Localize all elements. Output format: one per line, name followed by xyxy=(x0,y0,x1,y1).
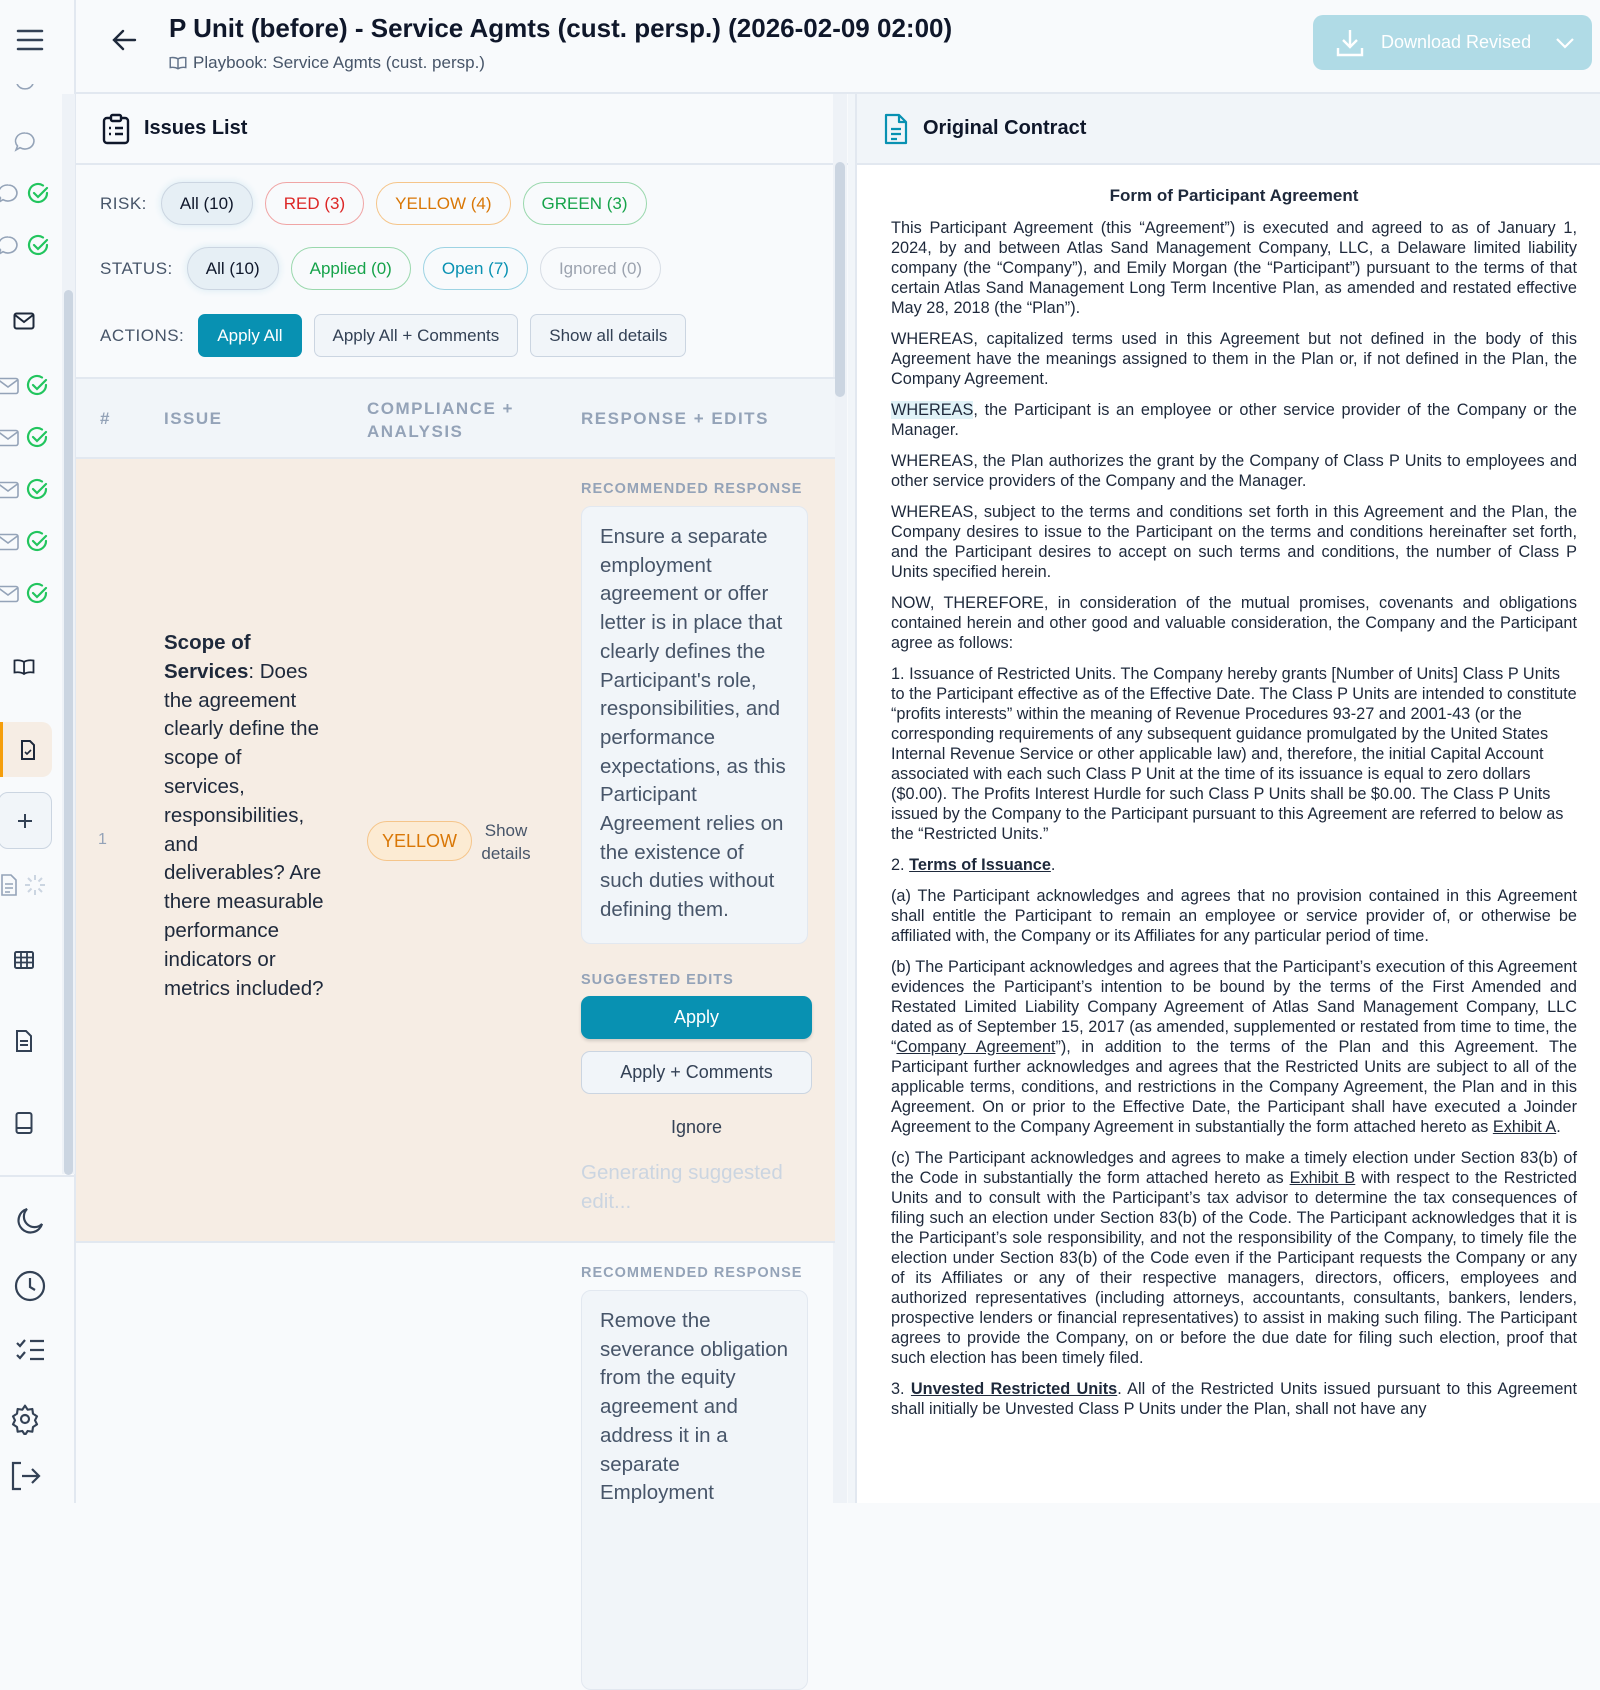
contract-document xyxy=(891,186,1577,1430)
tablet-item[interactable] xyxy=(15,1112,33,1134)
mail-icon xyxy=(13,312,35,330)
chat-icon xyxy=(14,84,36,98)
section-number: 2. xyxy=(891,856,910,874)
book-open-icon xyxy=(13,658,35,676)
column-issue: ISSUE xyxy=(164,409,223,428)
risk-chip-all[interactable]: All (10) xyxy=(161,182,253,225)
column-response: RESPONSE + EDITS xyxy=(581,409,769,428)
risk-chip-green[interactable]: GREEN (3) xyxy=(523,182,647,225)
paragraph-text: , the Participant is an employee or other service provider of the Company or the Manager. xyxy=(891,401,1577,439)
chat-item[interactable] xyxy=(13,131,37,153)
exhibit-a-link: Exhibit A xyxy=(1492,1118,1557,1136)
risk-chip-red[interactable]: RED (3) xyxy=(265,182,364,225)
contract-paragraph xyxy=(891,1148,1577,1368)
mail-icon xyxy=(0,377,19,395)
settings-button[interactable] xyxy=(9,1403,41,1435)
actions-label: ACTIONS: xyxy=(100,325,185,345)
section-number: 3. xyxy=(891,1380,911,1398)
sidebar-divider xyxy=(0,1175,74,1177)
section-title: Unvested Restricted Units xyxy=(910,1380,1118,1398)
status-filter xyxy=(100,247,661,290)
generating-edit-status: Generating suggested edit... xyxy=(581,1161,783,1213)
clock-icon xyxy=(14,1270,46,1302)
issue-question: : Does the agreement clearly define the scope of services, responsibilities, and deliverables? Are there measurable performance indicators or metrics included? xyxy=(164,659,324,1000)
row-number: 1 xyxy=(98,831,107,848)
paragraph-text: with respect to the Restricted Units and to consult with the Participant’s tax advisor to determine the tax consequences of filing such an election under Section 83(b) of the Code. The Participant acknowledges that it is the Participant’s sole responsibility, and not the responsibility of the Company, to timely file the election under Section 83(b) of the Code even if the Participant requests the Company or any of its Affiliates or any of their respective managers, directors, officers, employees and authorized representatives (including attorneys, accountants, consultants, bankers, lenders, prospective lenders or financial representatives) to assist in making such filing. The Participant agrees to provide the Company, on or before the due date for filing such election, proof that such election has been timely filed. xyxy=(891,1169,1577,1367)
apply-all-button[interactable]: Apply All xyxy=(198,314,301,357)
recommended-response-label: RECOMMENDED RESPONSE xyxy=(581,481,803,497)
paragraph-text: ”), in addition to the terms of the Plan and this Agreement. The Participant further acknowledges and agrees that the Restricted Units are subject to all of the applicable terms, conditions, and restrictions in the Company Agreement, the Plan and in this Agreement. On or prior to the Effective Date, the Participant shall have executed a Joinder Agreement to the Company Agreement in substantially the form attached hereto as xyxy=(891,1038,1577,1136)
issue-title: Scope of Services xyxy=(164,631,251,683)
show-all-details-button[interactable]: Show all details xyxy=(530,314,686,357)
suggested-edits-label: SUGGESTED EDITS xyxy=(581,972,734,988)
playbook-item[interactable] xyxy=(13,658,35,676)
section-2-heading xyxy=(891,855,1577,875)
page-header xyxy=(76,0,1600,94)
moon-icon xyxy=(15,1207,45,1237)
mail-item[interactable] xyxy=(13,312,35,330)
contract-paragraph: (a) The Participant acknowledges and agrees that no provision contained in this Agreement shall entitle the Participant to remain an employee or service provider of, or otherwise be affiliated with, the Company or its Affiliates for any particular period of time. xyxy=(891,887,1577,945)
contract-panel xyxy=(855,94,1600,1503)
download-revised-button[interactable] xyxy=(1313,15,1592,70)
risk-label: RISK: xyxy=(100,193,147,213)
mail-icon xyxy=(0,481,19,499)
chevron-down-icon xyxy=(1555,37,1575,49)
table-row xyxy=(76,459,835,1243)
risk-filter xyxy=(100,182,647,225)
status-chip-ignored[interactable]: Ignored (0) xyxy=(540,247,661,290)
logout-button[interactable] xyxy=(10,1461,42,1491)
check-circle-icon xyxy=(26,182,50,206)
contract-paragraph: WHEREAS, capitalized terms used in this Agreement but not defined in the body of this Agreement have the meanings assigned to them in the Plan or, if not defined in the Plan, the Company Agreement. xyxy=(891,330,1577,388)
mail-icon xyxy=(0,533,19,551)
document-item-active[interactable] xyxy=(0,722,52,777)
paragraph-text: (b) The Participant acknowledges and agrees that the Participant’s execution of this Agreement evidences the Participant’s intention to be bound by the terms of the First Amended and Restated Limited Liability Company Agreement of Atlas Sand Management Company, LLC dated as of September 15, 2017 (as amended, supplemented or restated from time to time, the “ xyxy=(891,958,1577,1056)
loading-spinner-icon xyxy=(24,874,46,896)
menu-button[interactable] xyxy=(16,28,44,52)
recommended-response-text: Ensure a separate employment agreement or offer letter is in place that clearly defines the Participant's role, responsibilities, and performance expectations, as this Participant Agreement relies on the existence of such duties without defining them. xyxy=(581,506,808,944)
chat-icon xyxy=(0,235,20,257)
issues-panel xyxy=(76,94,848,1503)
contract-paragraph: NOW, THEREFORE, in consideration of the mutual promises, covenants and obligations contained herein and other good and valuable consideration, the Company and the Participant agree as follows: xyxy=(891,594,1577,652)
chat-icon xyxy=(13,131,37,153)
contract-paragraph: This Participant Agreement (this “Agreement”) is executed and agreed to as of January 1, 2024, by and between Atlas Sand Management Company, LLC, a Delaware limited liability company (the “Company”), and Emily Morgan (the “Participant”) pursuant to the terms of that certain Atlas Sand Management Long Term Incentive Plan, as amended and restated effective May 28, 2018 (the “Plan”). xyxy=(891,219,1577,317)
highlighted-text[interactable]: WHEREAS xyxy=(891,401,974,419)
risk-chip-yellow[interactable]: YELLOW (4) xyxy=(376,182,510,225)
table-row xyxy=(76,1245,835,1645)
mail-item-resolved[interactable] xyxy=(0,426,49,450)
section-title: Terms of Issuance xyxy=(909,856,1051,874)
document-icon xyxy=(0,874,18,896)
apply-all-comments-button[interactable]: Apply All + Comments xyxy=(314,314,519,357)
exhibit-b-link: Exhibit B xyxy=(1289,1169,1356,1187)
column-number: # xyxy=(100,409,111,428)
paragraph-text: . All of the Restricted Units issued pursuant to this Agreement shall initially be Unvested Class P Units under the Plan, shall not have any xyxy=(891,1380,1577,1418)
issues-panel-header xyxy=(76,94,848,165)
contract-paragraph xyxy=(891,1379,1577,1419)
sidebar-scrollbar[interactable] xyxy=(64,290,73,1175)
download-icon xyxy=(1335,28,1365,58)
punctuation: . xyxy=(1050,856,1056,874)
recommended-response-label: RECOMMENDED RESPONSE xyxy=(581,1265,803,1281)
checklist-icon xyxy=(15,1338,45,1362)
chat-icon xyxy=(0,183,20,205)
status-chip-applied[interactable]: Applied (0) xyxy=(291,247,411,290)
check-circle-icon xyxy=(25,426,49,450)
contract-panel-title: Original Contract xyxy=(923,117,1087,139)
actions-row xyxy=(100,314,686,357)
contract-paragraph xyxy=(891,400,1577,440)
clipboard-list-icon xyxy=(102,113,130,145)
sidebar xyxy=(0,0,76,1503)
status-chip-open[interactable]: Open (7) xyxy=(423,247,528,290)
issues-panel-title: Issues List xyxy=(144,117,248,139)
column-compliance: COMPLIANCE + ANALYSIS xyxy=(367,399,514,441)
chat-item-resolved[interactable] xyxy=(0,182,50,206)
check-circle-icon xyxy=(25,374,49,398)
issues-table-header xyxy=(76,377,835,459)
mail-item-resolved[interactable] xyxy=(0,582,49,606)
contract-paragraph: WHEREAS, subject to the terms and conditions set forth in this Agreement and the Plan, the Company desires to issue to the Participant on the terms and conditions hereinafter set forth, and the Participant desires to accept on such terms and conditions, the number of Class P Units specified herein. xyxy=(891,503,1577,581)
gear-icon xyxy=(9,1403,41,1435)
contract-paragraph: 1. Issuance of Restricted Units. The Company hereby grants [Number of Units] Class P Units to the Participant effective as of the Effective Date. The Class P Units are intended to constitute “profits interests” within the meaning of Revenue Procedures 93-27 and 2001-43 (or the corresponding requirements of any subsequent guidance promulgated by the United States Internal Revenue Service or other applicable law) and, therefore, the initial Capital Account associated with each such Class P Unit at the time of its issuance is equal to zero dollars ($0.00). The Profits Interest Hurdle for such Class P Units shall be $0.00. The Class P Units issued by the Company to the Participant pursuant to this Agreement are referred to below as the “Restricted Units.” xyxy=(891,665,1577,843)
dark-mode-toggle[interactable] xyxy=(15,1207,45,1237)
document-icon xyxy=(15,1030,33,1052)
page-title: P Unit (before) - Service Agmts (cust. persp.) (2026-02-09 02:00) xyxy=(169,13,953,43)
company-agreement-link: Company Agreement xyxy=(896,1038,1056,1056)
chat-item-resolved[interactable] xyxy=(0,234,50,258)
issues-scrollbar[interactable] xyxy=(835,162,845,397)
add-document-button[interactable] xyxy=(0,792,52,849)
playbook-name: Playbook: Service Agmts (cust. persp.) xyxy=(193,53,485,72)
table-item[interactable] xyxy=(14,951,34,969)
check-circle-icon xyxy=(25,530,49,554)
arrow-left-icon xyxy=(110,26,138,54)
risk-badge-yellow: YELLOW xyxy=(367,821,472,861)
apply-button[interactable]: Apply xyxy=(581,996,812,1039)
hamburger-icon xyxy=(16,28,44,52)
contract-heading: Form of Participant Agreement xyxy=(1109,186,1359,205)
document-text-icon xyxy=(883,113,909,145)
punctuation: . xyxy=(1556,1118,1561,1136)
contract-paragraph xyxy=(891,957,1577,1137)
check-circle-icon xyxy=(25,582,49,606)
download-label: Download Revised xyxy=(1381,32,1532,52)
chat-item[interactable] xyxy=(14,84,36,98)
tasks-button[interactable] xyxy=(15,1338,45,1362)
issue-description xyxy=(164,629,324,1003)
playbook-label xyxy=(169,53,485,73)
book-open-icon xyxy=(169,55,187,71)
contract-panel-header xyxy=(857,94,1600,165)
grid-icon xyxy=(14,951,34,969)
mail-icon xyxy=(0,429,19,447)
check-circle-icon xyxy=(25,478,49,502)
mail-icon xyxy=(0,585,19,603)
show-details-link[interactable]: Show details xyxy=(481,821,531,863)
tablet-icon xyxy=(15,1112,33,1134)
status-chip-all[interactable]: All (10) xyxy=(187,247,279,290)
document-item-processing[interactable] xyxy=(0,874,46,896)
recommended-response-text: Remove the severance obligation from the equity agreement and address it in a separate Employment xyxy=(581,1290,808,1690)
document-check-icon xyxy=(20,740,36,760)
apply-comments-button[interactable]: Apply + Comments xyxy=(581,1051,812,1094)
mail-item-resolved[interactable] xyxy=(0,374,49,398)
status-label: STATUS: xyxy=(100,258,173,278)
plus-icon xyxy=(17,813,33,829)
paragraph-text: (c) The Participant acknowledges and agrees to make a timely election under Section 83(b) of the Code in substantially the form attached hereto as xyxy=(891,1149,1577,1187)
panel-resize-handle[interactable] xyxy=(848,94,855,1503)
mail-item-resolved[interactable] xyxy=(0,478,49,502)
history-button[interactable] xyxy=(14,1270,46,1302)
ignore-button[interactable]: Ignore xyxy=(670,1116,723,1137)
logout-icon xyxy=(10,1461,42,1491)
contract-paragraph: WHEREAS, the Plan authorizes the grant by the Company of Class P Units to employees and other service providers of the Company and the Manager. xyxy=(891,452,1577,490)
back-button[interactable] xyxy=(110,26,138,59)
mail-item-resolved[interactable] xyxy=(0,530,49,554)
document-item[interactable] xyxy=(15,1030,33,1052)
check-circle-icon xyxy=(26,234,50,258)
